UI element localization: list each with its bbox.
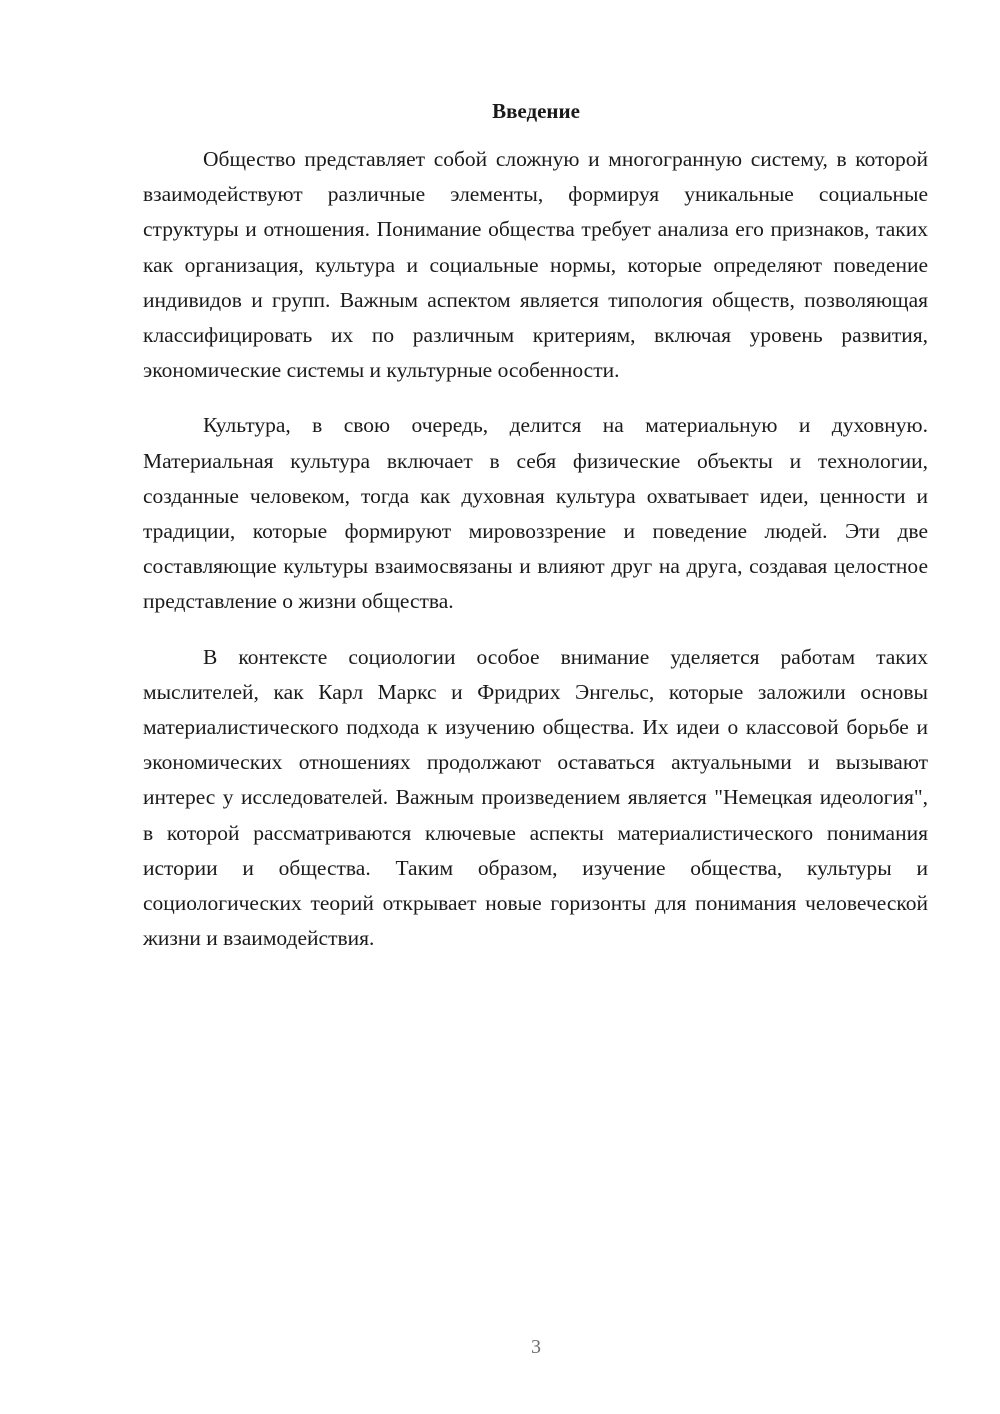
paragraph-3: В контексте социологии особое внимание уделяется работам таких мыслителей, как Карл Маркс и Фридрих Энгельс, которые заложили основы материалистического подхода к изучению общества. Их идеи о классовой борьбе и экономических отношениях продолжают оставаться актуальными и вызывают интерес у исследователей. Важным произведением является "Немецкая идеология", в которой рассматриваются ключевые аспекты материалистического понимания истории и общества. Таким образом, изучение общества, культуры и социологических теорий открывает новые горизонты для понимания человеческой жизни и взаимодействия. [143,644,928,951]
page-title: Введение [492,99,580,123]
page-number: 3 [531,1336,541,1358]
body-text [143,142,928,976]
paragraph-2: Культура, в свою очередь, делится на материальную и духовную. Материальная культура включает в себя физические объекты и технологии, созданные человеком, тогда как духовная культура охватывает идеи, ценности и традиции, которые формируют мировоззрение и поведение людей. Эти две составляющие культуры взаимосвязаны и влияют друг на друга, создавая целостное представление о жизни общества. [143,413,928,614]
paragraph-1: Общество представляет собой сложную и многогранную систему, в которой взаимодействуют различные элементы, формируя уникальные социальные структуры и отношения. Понимание общества требует анализа его признаков, таких как организация, культура и социальные нормы, которые определяют поведение индивидов и групп. Важным аспектом является типология обществ, позволяющая классифицировать их по различным критериям, включая уровень развития, экономические системы и культурные особенности. [143,147,928,383]
